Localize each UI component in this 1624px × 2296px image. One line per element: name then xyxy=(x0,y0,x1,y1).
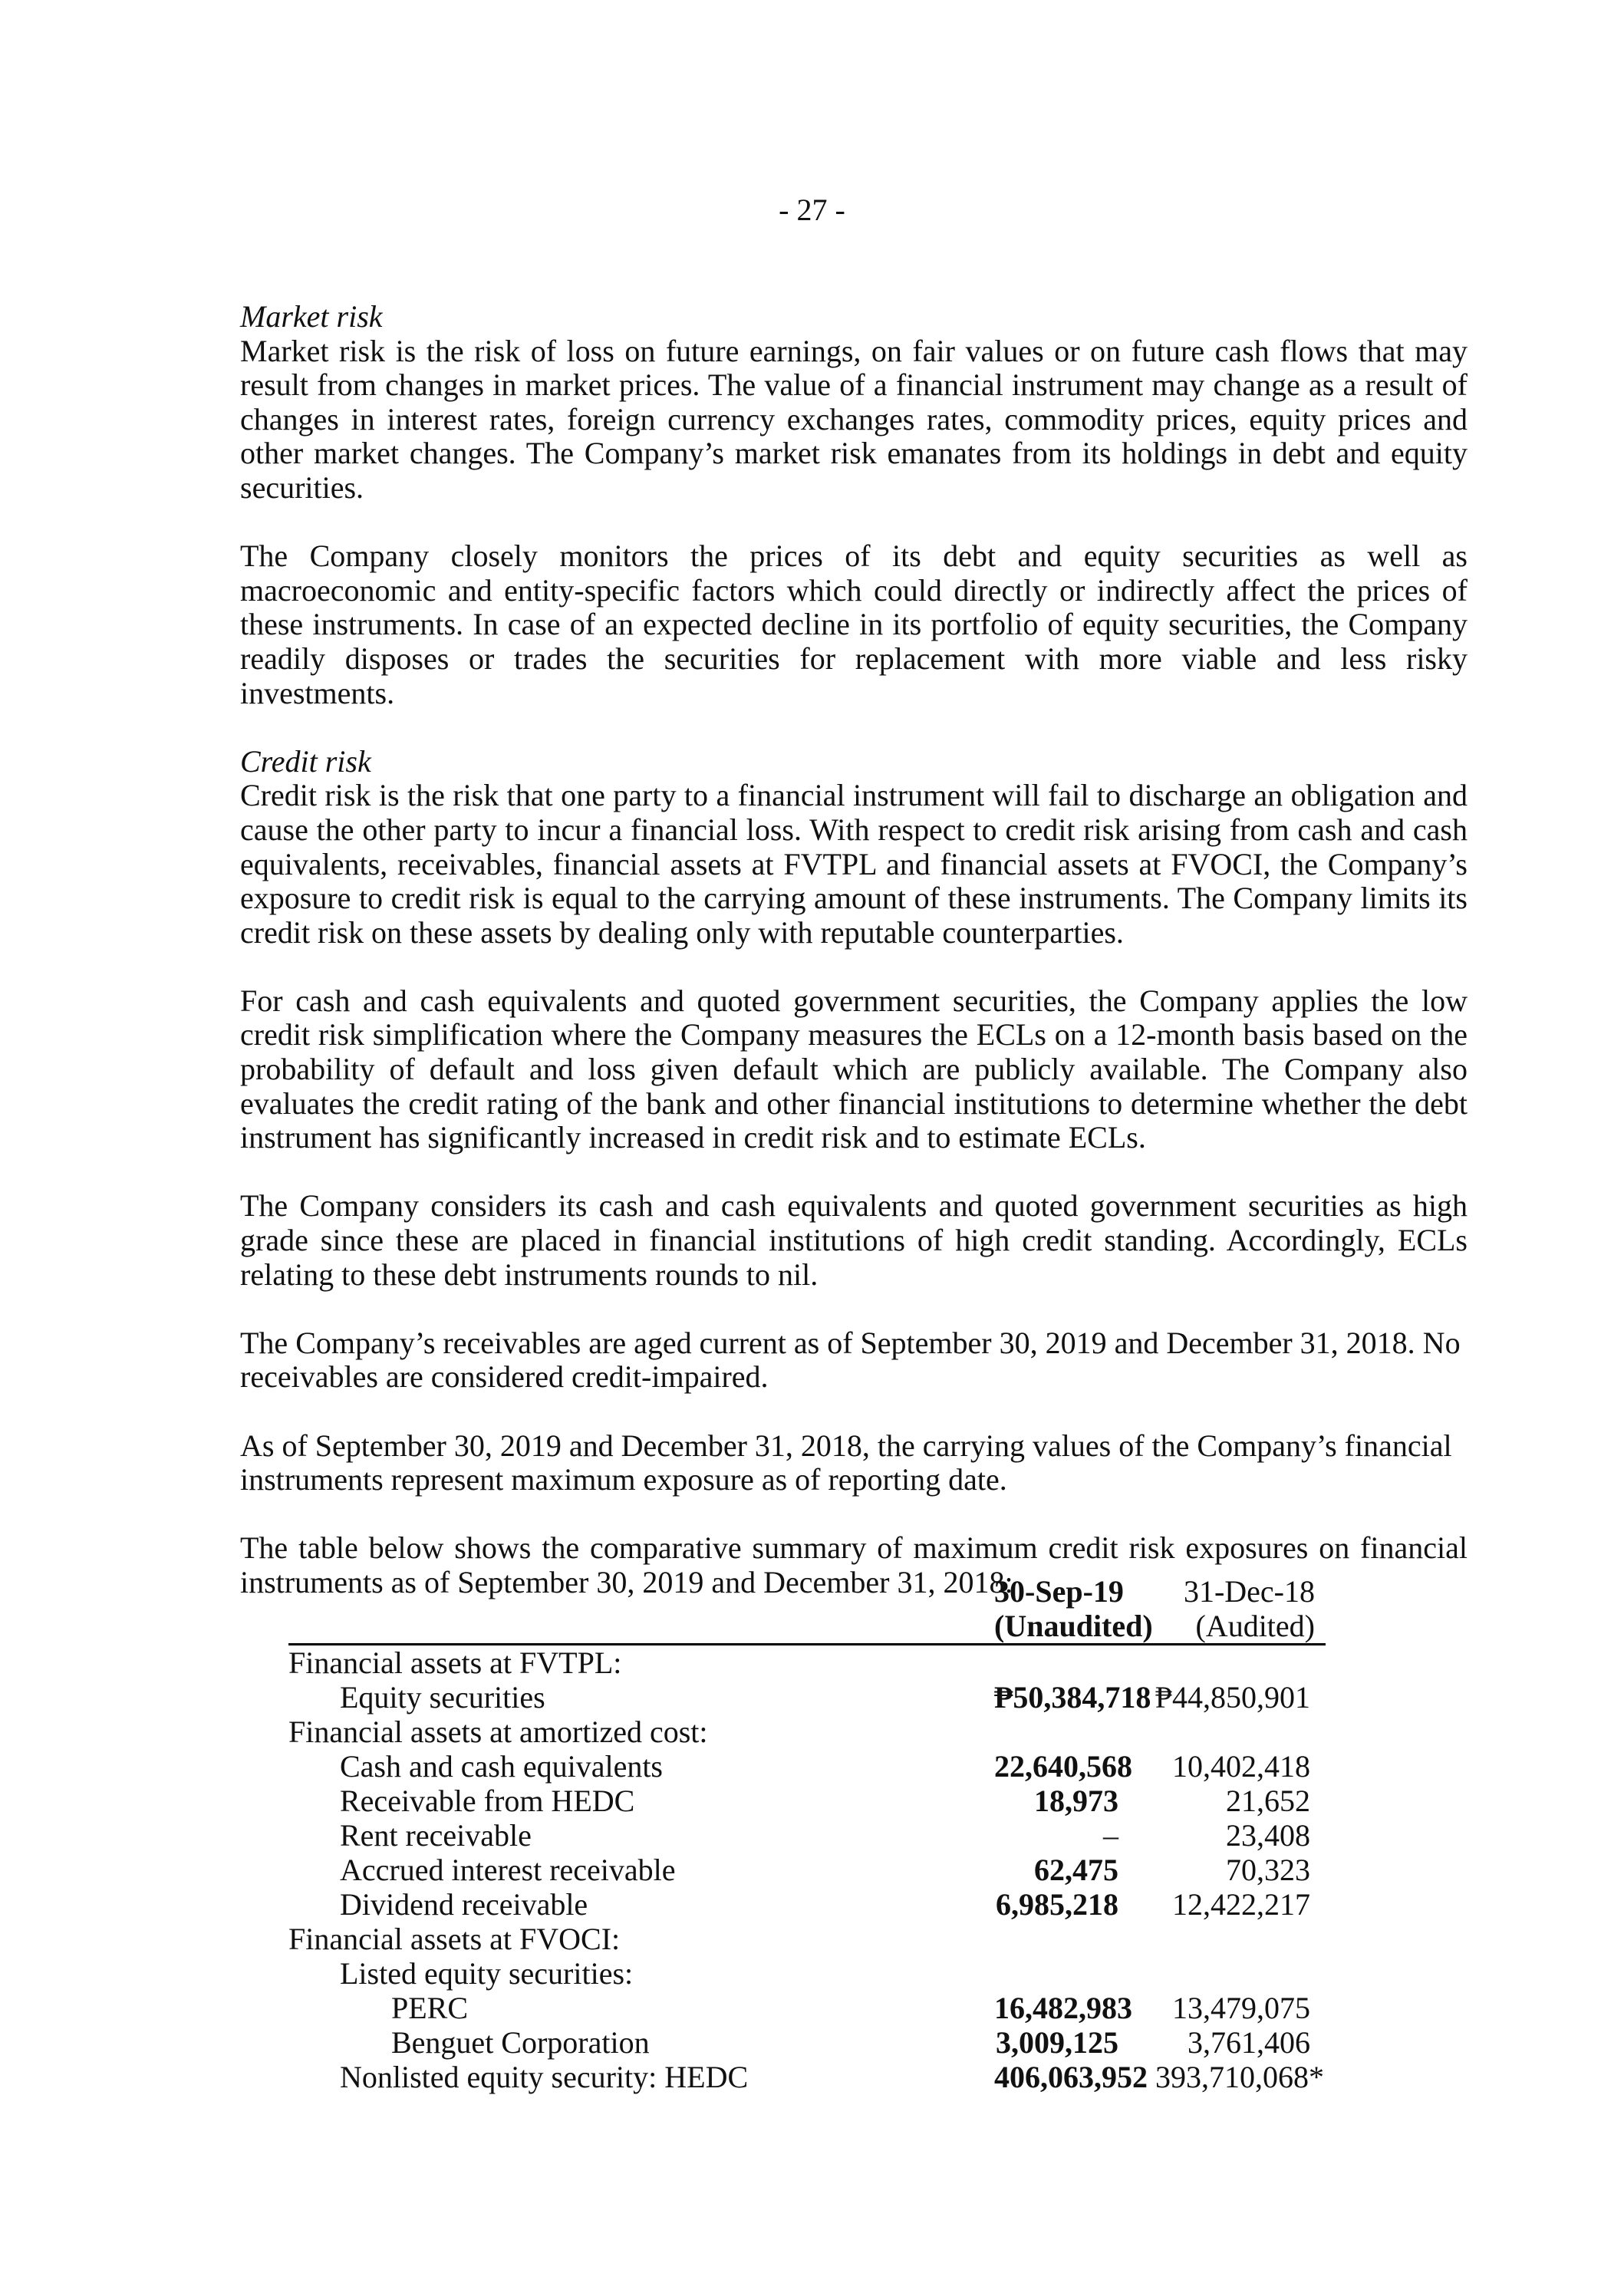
table-row xyxy=(288,1956,1326,1991)
row-label: Accrued interest receivable xyxy=(340,1853,676,1887)
table-row xyxy=(288,1715,1326,1749)
row-value-prior: 21,652 xyxy=(1226,1784,1310,1818)
column-header-status-prior: (Audited) xyxy=(1118,1609,1326,1645)
row-label: Nonlisted equity security: HEDC xyxy=(340,2060,749,2094)
row-value-prior: 3,761,406 xyxy=(1188,2025,1310,2060)
row-label: Financial assets at FVTPL: xyxy=(288,1645,622,1680)
table-row xyxy=(288,1749,1326,1784)
row-value-current: – xyxy=(1103,1818,1118,1853)
credit-risk-paragraph-6: The table below shows the comparative summary of maximum credit risk exposures on financial instruments as of September 30, 2019 and December 31, 2018: xyxy=(240,1530,1468,1599)
row-label: PERC xyxy=(391,1991,469,2025)
row-value-current: 406,063,952 xyxy=(994,2060,1148,2094)
row-value-current: 22,640,568 xyxy=(994,1749,1132,1784)
credit-risk-paragraph-3: The Company considers its cash and cash equivalents and quoted government securities as high grade since these are placed in financial institutions of high credit standing. Accordingly, ECLs relating to these debt instruments rounds to nil. xyxy=(240,1188,1468,1292)
table-row xyxy=(288,1818,1326,1853)
row-value-prior: 12,422,217 xyxy=(1172,1887,1310,1922)
row-value-prior xyxy=(1118,1645,1326,1681)
row-value-current: 16,482,983 xyxy=(994,1991,1132,2025)
row-value-prior: 13,479,075 xyxy=(1172,1991,1310,2025)
market-risk-heading: Market risk xyxy=(240,299,383,334)
credit-exposure-table xyxy=(288,1574,1326,2094)
credit-risk-paragraph-5: As of September 30, 2019 and December 31, 2018, the carrying values of the Company’s financial instruments represent maximum exposure as of reporting date. xyxy=(240,1428,1452,1497)
table-row xyxy=(288,1645,1326,1681)
row-label: Listed equity securities: xyxy=(340,1956,634,1991)
row-value-prior: 23,408 xyxy=(1226,1818,1310,1853)
credit-risk-paragraph-2: For cash and cash equivalents and quoted government securities, the Company applies the low credit risk simplification where the Company measures the ECLs on a 12-month basis based on the probability of default and loss given default which are publicly available. The Company also evaluates the credit rating of the bank and other financial institutions to determine whether the debt instrument has significantly increased in credit risk and to estimate ECLs. xyxy=(240,983,1468,1155)
table-row xyxy=(288,1887,1326,1922)
table-row xyxy=(288,1922,1326,1956)
row-label: Benguet Corporation xyxy=(391,2025,650,2060)
row-value-prior: 393,710,068* xyxy=(1155,2060,1324,2094)
row-label: Equity securities xyxy=(340,1680,545,1715)
header-spacer xyxy=(288,1574,994,1609)
row-value-current xyxy=(994,1922,1118,1956)
column-header-date-current: 30-Sep-19 xyxy=(994,1574,1124,1609)
row-value-current: 18,973 xyxy=(1034,1784,1118,1818)
credit-risk-paragraph-4: The Company’s receivables are aged current as of September 30, 2019 and December 31, 2018. No receivables are considered credit-impaired. xyxy=(240,1325,1461,1395)
row-value-current xyxy=(994,1715,1118,1749)
table-row xyxy=(288,1680,1326,1715)
table-row xyxy=(288,1991,1326,2025)
row-label: Financial assets at amortized cost: xyxy=(288,1715,708,1749)
market-risk-paragraph-1: Market risk is the risk of loss on future earnings, on fair values or on future cash flows that may result from changes in market prices. The value of a financial instrument may change as a result of changes in interest rates, foreign currency exchanges rates, commodity prices, equity prices and other market changes. The Company’s market risk emanates from its holdings in debt and equity securities. xyxy=(240,333,1468,505)
row-value-prior: 70,323 xyxy=(1226,1853,1310,1887)
row-value-prior xyxy=(1118,1922,1326,1956)
row-value-current: 6,985,218 xyxy=(996,1887,1118,1922)
credit-risk-heading: Credit risk xyxy=(240,743,371,779)
market-risk-paragraph-2: The Company closely monitors the prices of its debt and equity securities as well as macroeconomic and entity-specific factors which could directly or indirectly affect the prices of these instruments. In case of an expected decline in its portfolio of equity securities, the Company readily disposes or trades the securities for replacement with more viable and less risky investments. xyxy=(240,539,1468,710)
credit-risk-paragraph-1: Credit risk is the risk that one party to a financial instrument will fail to discharge an obligation and cause the other party to incur a financial loss. With respect to credit risk arising from cash and cash equivalents, receivables, financial assets at FVTPL and financial assets at FVOCI, the Company’s exposure to credit risk is equal to the carrying amount of these instruments. The Company limits its credit risk on these assets by dealing only with reputable counterparties. xyxy=(240,778,1468,950)
row-value-prior: 10,402,418 xyxy=(1172,1749,1310,1784)
column-header-status-current: (Unaudited) xyxy=(994,1609,1153,1643)
column-header-date-prior: 31-Dec-18 xyxy=(1183,1574,1315,1609)
row-label: Dividend receivable xyxy=(340,1887,588,1922)
row-value-current xyxy=(994,1645,1118,1681)
table-row xyxy=(288,2025,1326,2060)
document-body xyxy=(240,300,1468,1600)
row-value-current: 3,009,125 xyxy=(996,2025,1118,2060)
page-number: - 27 - xyxy=(779,193,845,227)
row-label: Rent receivable xyxy=(340,1818,532,1853)
row-value-current: ₱50,384,718 xyxy=(994,1680,1151,1715)
row-label: Receivable from HEDC xyxy=(340,1784,635,1818)
table-row xyxy=(288,1853,1326,1887)
row-label: Cash and cash equivalents xyxy=(340,1749,663,1784)
row-value-current: 62,475 xyxy=(1034,1853,1118,1887)
table-row xyxy=(288,1784,1326,1818)
table-row xyxy=(288,2060,1326,2094)
row-value-prior xyxy=(1118,1715,1326,1749)
row-label: Financial assets at FVOCI: xyxy=(288,1922,621,1956)
row-value-current xyxy=(994,1956,1118,1991)
header-spacer xyxy=(288,1609,994,1645)
row-value-prior: ₱44,850,901 xyxy=(1155,1680,1310,1715)
row-value-prior xyxy=(1118,1956,1326,1991)
